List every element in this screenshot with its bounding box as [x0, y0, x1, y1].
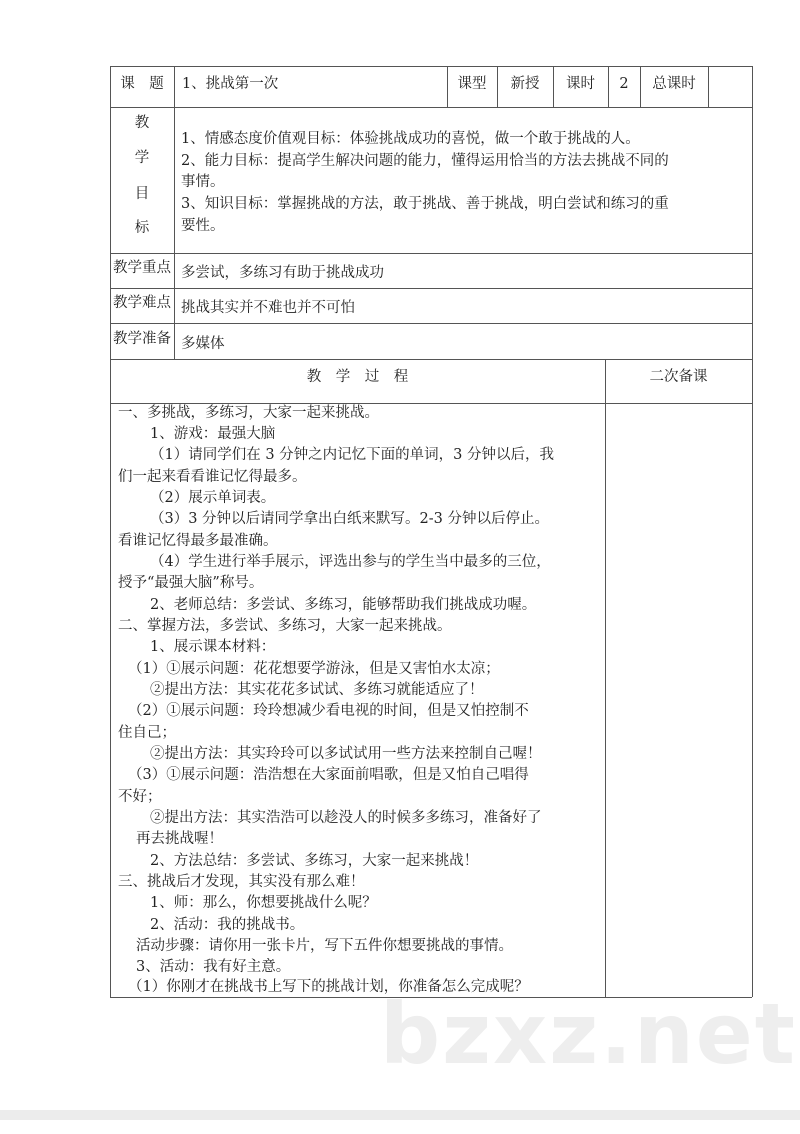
process-line: 活动步骤：请你用一张卡片，写下五件你想要挑战的事情。 [136, 938, 513, 954]
process-line: 三、挑战后才发现，其实没有那么难！ [118, 874, 365, 890]
objectives-label-char: 目 [134, 186, 150, 202]
table-border [708, 66, 709, 107]
objective-line: 3、知识目标：掌握挑战的方法，敢于挑战、善于挑战，明白尝试和练习的重 [181, 196, 669, 212]
process-line: ②提出方法：其实玲玲可以多试试用一些方法来控制自己喔！ [150, 746, 542, 762]
process-line: （1）你刚才在挑战书上写下的挑战计划，你准备怎么完成呢？ [128, 979, 529, 995]
objective-line: 要性。 [181, 218, 225, 234]
table-border [110, 66, 752, 67]
objective-line: 1、情感态度价值观目标：体验挑战成功的喜悦，做一个敢于挑战的人。 [181, 131, 640, 147]
process-line: （4）学生进行举手展示，评选出参与的学生当中最多的三位， [150, 554, 551, 570]
table-border [605, 359, 606, 997]
process-line: （3）①展示问题：浩浩想在大家面前唱歌，但是又怕自己唱得 [128, 767, 529, 783]
table-border [110, 253, 752, 254]
process-line: （1）请同学们在 3 分钟之内记忆下面的单词，3 分钟以后，我 [150, 447, 555, 463]
type-label: 课型 [457, 76, 487, 92]
objectives-label-char: 学 [134, 150, 150, 166]
process-line: 授予“最强大脑”称号。 [118, 575, 264, 591]
process-line: 住自己； [118, 725, 176, 741]
difficulty-value: 挑战其实并不难也并不可怕 [181, 300, 355, 316]
table-border [110, 323, 752, 324]
process-line: 看谁记忆得最多最准确。 [118, 533, 278, 549]
secondary-prep-title: 二次备课 [649, 369, 708, 385]
key-point-value: 多尝试，多练习有助于挑战成功 [181, 265, 384, 281]
total-hours-label: 总课时 [652, 76, 696, 92]
table-border [110, 66, 111, 997]
process-line: （2）①展示问题：玲玲想减少看电视的时间，但是又怕控制不 [128, 703, 529, 719]
process-line: 1、师：那么，你想要挑战什么呢？ [150, 895, 377, 911]
key-point-label: 教学重点 [113, 260, 171, 276]
watermark: bzxz.net [380, 985, 797, 1083]
process-line: （3）3 分钟以后请同学拿出白纸来默写。2-3 分钟以后停止。 [150, 511, 550, 527]
process-line: 3、活动：我有好主意。 [136, 959, 291, 975]
process-line: （2）展示单词表。 [150, 490, 276, 506]
hours-label: 课时 [566, 76, 595, 92]
preparation-label: 教学准备 [113, 331, 171, 347]
process-line: ②提出方法：其实花花多试试、多练习就能适应了！ [150, 682, 484, 698]
page-separator [0, 1110, 800, 1120]
process-line: 2、方法总结：多尝试、多练习，大家一起来挑战！ [150, 853, 479, 869]
table-border [110, 107, 752, 108]
preparation-value: 多媒体 [181, 336, 225, 352]
process-line: 二、掌握方法，多尝试、多练习，大家一起来挑战。 [118, 618, 452, 634]
process-line: 2、老师总结：多尝试、多练习，能够帮助我们挑战成功喔。 [150, 597, 537, 613]
process-line: 2、活动：我的挑战书。 [150, 917, 305, 933]
type-value: 新授 [510, 76, 540, 92]
hours-value: 2 [619, 76, 629, 92]
process-line: 再去挑战喔！ [136, 831, 223, 847]
table-border [752, 66, 753, 997]
process-line: 1、游戏：最强大脑 [150, 426, 276, 442]
objectives-label-char: 教 [134, 115, 150, 131]
table-border [110, 359, 752, 360]
topic-value: 1、挑战第一次 [182, 76, 279, 92]
table-border [174, 66, 175, 359]
objective-line: 2、能力目标：提高学生解决问题的能力，懂得运用恰当的方法去挑战不同的 [181, 153, 669, 169]
objectives-label-char: 标 [134, 220, 150, 236]
table-border [110, 288, 752, 289]
process-line: 们一起来看看谁记忆得最多。 [118, 469, 307, 485]
objective-line: 事情。 [181, 174, 225, 190]
difficulty-label: 教学难点 [113, 295, 171, 311]
process-line: 不好； [118, 789, 162, 805]
process-line: （1）①展示问题：花花想要学游泳，但是又害怕水太凉； [128, 661, 500, 677]
process-line: 一、多挑战，多练习，大家一起来挑战。 [118, 405, 379, 421]
process-line: 1、展示课本材料： [150, 639, 276, 655]
topic-label: 课 题 [120, 76, 164, 92]
process-title: 教 学 过 程 [306, 369, 409, 385]
process-line: ②提出方法：其实浩浩可以趁没人的时候多多练习，准备好了 [150, 810, 542, 826]
